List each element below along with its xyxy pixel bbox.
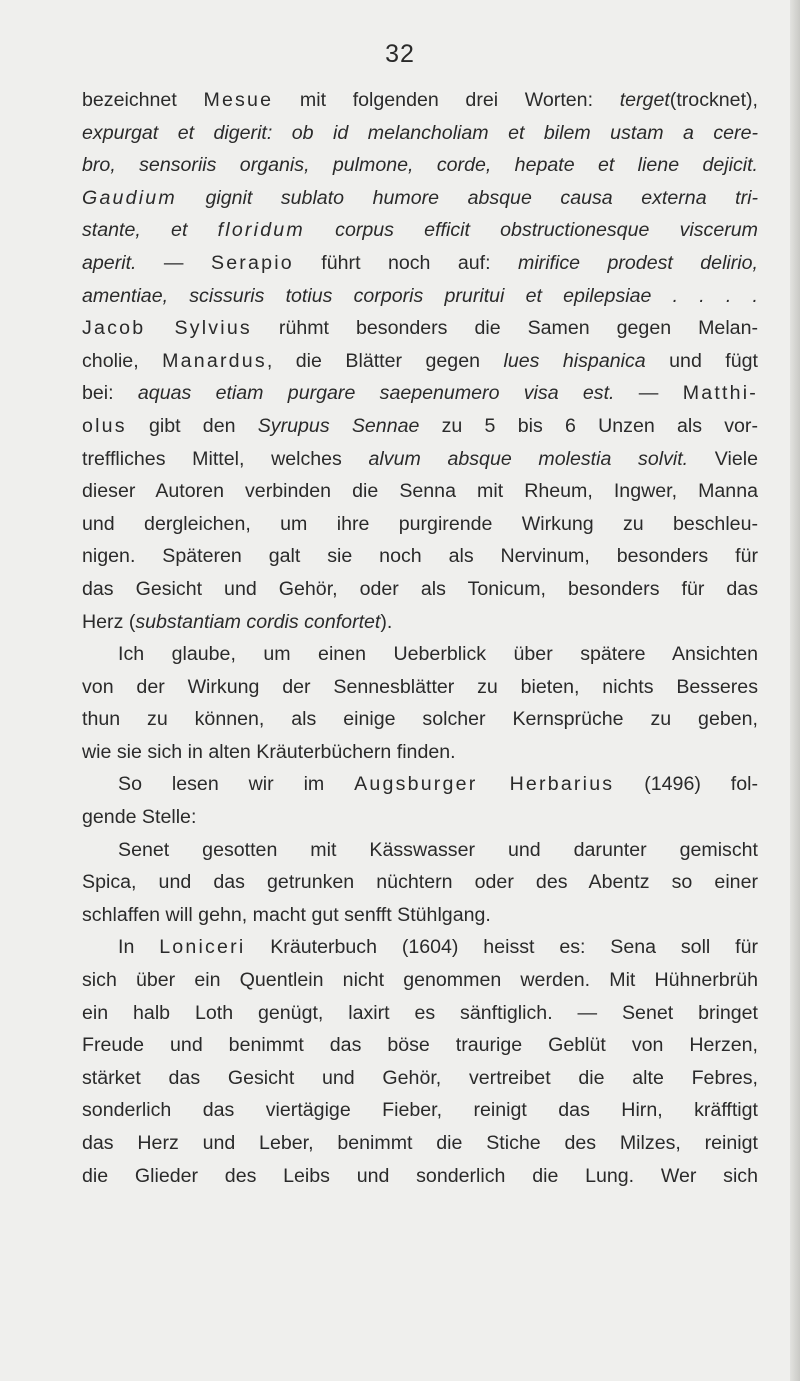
text-line: Jacob Sylvius rühmt besonders die Samen gegen Melan- <box>82 317 758 340</box>
text-line: aperit. — Serapio führt noch auf: mirifice prodest delirio, <box>82 251 758 274</box>
text-line: ein halb Loth genügt, laxirt es sänftiglich. — Senet bringet <box>82 1001 758 1024</box>
page-number: 32 <box>385 40 415 68</box>
text-line: treffliches Mittel, welches alvum absque molestia solvit. Viele <box>82 447 758 470</box>
text-line: nigen. Späteren galt sie noch als Nervinum, besonders für <box>82 545 758 568</box>
text-line: Senet gesotten mit Kässwasser und darunter gemischt <box>118 838 758 861</box>
text-line: cholie, Manardus, die Blätter gegen lues hispanica und fügt <box>82 349 758 372</box>
text-line: sonderlich das viertägige Fieber, reinigt das Hirn, kräfftigt <box>82 1099 758 1122</box>
text-line: stante, et floridum corpus efficit obstructionesque viscerum <box>82 219 758 242</box>
text-line: die Glieder des Leibs und sonderlich die Lung. Wer sich <box>82 1164 758 1187</box>
text-line: olus gibt den Syrupus Sennae zu 5 bis 6 Unzen als vor- <box>82 414 758 437</box>
text-line: Herz (substantiam cordis confortet). <box>82 610 393 633</box>
text-line: wie sie sich in alten Kräuterbüchern finden. <box>82 740 456 763</box>
text-line: und dergleichen, um ihre purgirende Wirkung zu beschleu- <box>82 512 758 535</box>
text-line: dieser Autoren verbinden die Senna mit Rheum, Ingwer, Manna <box>82 480 758 503</box>
text-line: Ich glaube, um einen Ueberblick über spätere Ansichten <box>118 643 758 666</box>
text-line: thun zu können, als einige solcher Kernsprüche zu geben, <box>82 708 758 731</box>
text-line: das Gesicht und Gehör, oder als Tonicum, besonders für das <box>82 577 758 600</box>
text-line: amentiae, scissuris totius corporis pruritui et epilepsiae . . . . <box>82 284 758 307</box>
body-text <box>82 84 758 1192</box>
text-line: Freude und benimmt das böse traurige Geblüt von Herzen, <box>82 1034 758 1057</box>
text-line: bei: aquas etiam purgare saepenumero visa est. — Matthi- <box>82 382 758 405</box>
text-line: bro, sensoriis organis, pulmone, corde, hepate et liene dejicit. <box>82 154 758 177</box>
text-line: von der Wirkung der Sennesblätter zu bieten, nichts Besseres <box>82 675 758 698</box>
text-line: Spica, und das getrunken nüchtern oder des Abentz so einer <box>82 871 758 894</box>
text-line: schlaffen will gehn, macht gut senfft Stühlgang. <box>82 903 491 926</box>
text-line: expurgat et digerit: ob id melancholiam et bilem ustam a cere- <box>82 121 758 144</box>
text-line: In Loniceri Kräuterbuch (1604) heisst es: Sena soll für <box>118 936 758 959</box>
text-line: sich über ein Quentlein nicht genommen werden. Mit Hühnerbrüh <box>82 969 758 992</box>
page-edge-shadow <box>790 0 800 1381</box>
text-line: stärket das Gesicht und Gehör, vertreibet die alte Febres, <box>82 1066 758 1089</box>
text-line: gende Stelle: <box>82 806 197 829</box>
text-line: das Herz und Leber, benimmt die Stiche des Milzes, reinigt <box>82 1132 758 1154</box>
text-line: Gaudium gignit sublato humore absque causa externa tri- <box>82 186 758 209</box>
text-line: So lesen wir im Augsburger Herbarius (1496) fol- <box>118 773 758 796</box>
text-line: bezeichnet Mesue mit folgenden drei Worten: terget(trocknet), <box>82 89 758 111</box>
